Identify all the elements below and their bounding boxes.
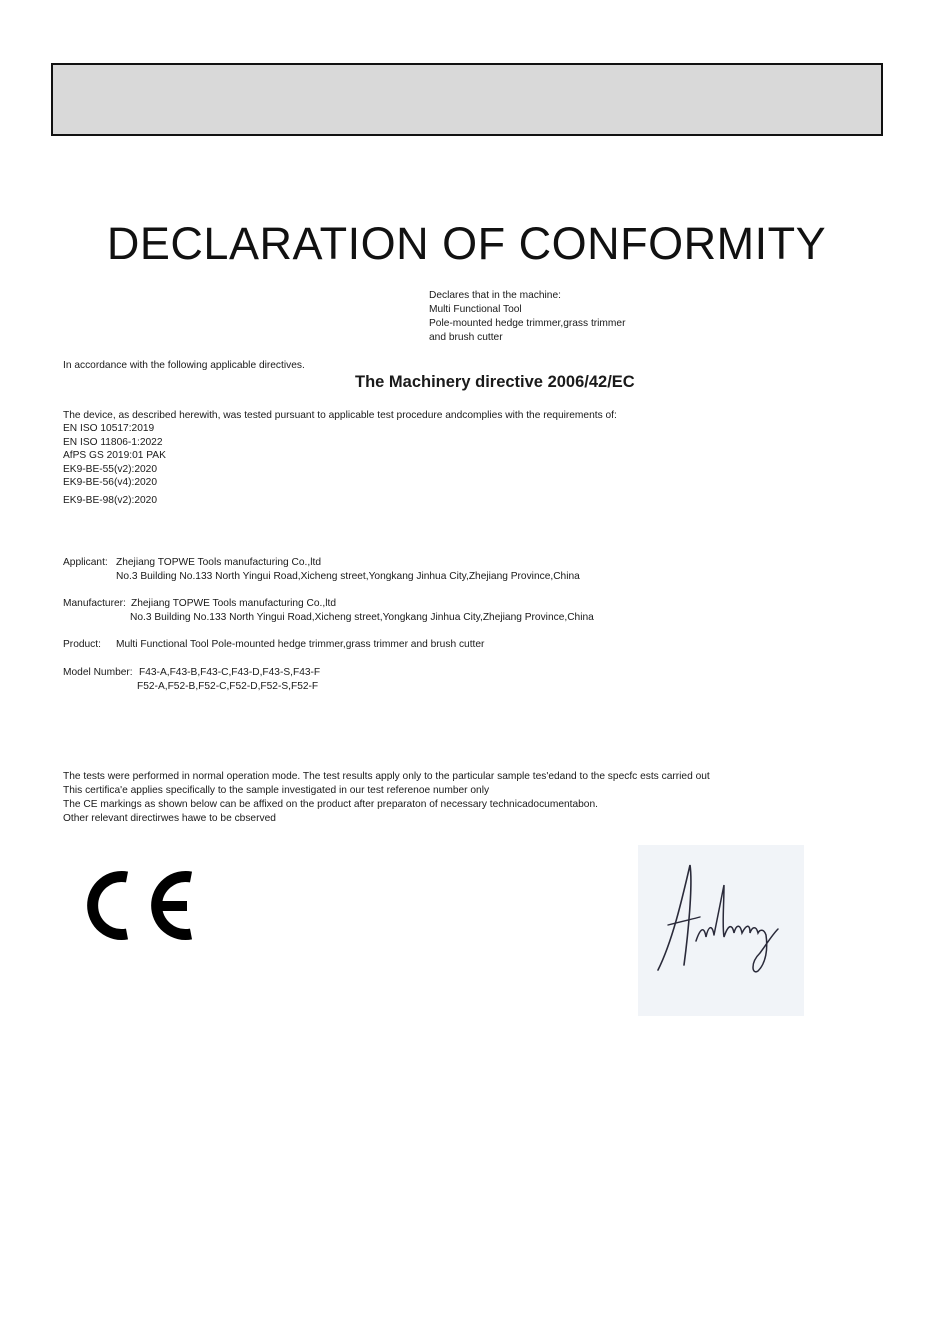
standard-item: EK9-BE-98(v2):2020 (63, 495, 158, 506)
note-line: This certifica'e applies specifically to the sample investigated in our test referenoe number only (63, 785, 490, 796)
model-number-line2: F52-A,F52-B,F52-C,F52-D,F52-S,F52-F (137, 681, 319, 692)
standard-item: EK9-BE-56(v4):2020 (63, 477, 158, 488)
product-value: Multi Functional Tool Pole-mounted hedge trimmer,grass trimmer and brush cutter (116, 639, 485, 650)
standards-list (63, 422, 166, 512)
standard-item: AfPS GS 2019:01 PAK (63, 450, 166, 461)
note-line: The tests were performed in normal operation mode. The test results apply only to the particular sample tes'edand to the specfc ests carried out (63, 771, 710, 782)
header-box (51, 63, 883, 136)
applicant-address: No.3 Building No.133 North Yingui Road,Xicheng street,Yongkang Jinhua City,Zhejiang Province,China (116, 571, 580, 582)
model-number-label: Model Number: (63, 667, 133, 678)
machine-line: and brush cutter (429, 332, 503, 343)
manufacturer-name: Zhejiang TOPWE Tools manufacturing Co.,ltd (131, 598, 336, 609)
standard-item: EN ISO 11806-1:2022 (63, 436, 163, 448)
note-line: Other relevant directirwes hawe to be cbserved (63, 813, 276, 824)
machine-declaration (429, 289, 625, 345)
directives-intro: In accordance with the following applicable directives. (63, 360, 305, 371)
model-number-line1: F43-A,F43-B,F43-C,F43-D,F43-S,F43-F (139, 667, 321, 678)
directive-name: The Machinery directive 2006/42/EC (355, 373, 635, 391)
standard-item: EK9-BE-55(v2):2020 (63, 463, 158, 475)
product-label: Product: (63, 639, 101, 650)
machine-line: Pole-mounted hedge trimmer,grass trimmer (429, 318, 626, 329)
device-statement: The device, as described herewith, was tested pursuant to applicable test procedure andcomplies with the requirements of: (63, 410, 617, 421)
note-line: The CE markings as shown below can be affixed on the product after preparaton of necessary technicadocumentabon. (63, 799, 598, 810)
signature-area (638, 845, 804, 1016)
applicant-name: Zhejiang TOPWE Tools manufacturing Co.,ltd (116, 557, 321, 568)
page-title: DECLARATION OF CONFORMITY (106, 218, 827, 269)
notes-block (63, 770, 710, 826)
standard-item: EN ISO 10517:2019 (63, 423, 155, 434)
manufacturer-label: Manufacturer: (63, 598, 126, 609)
applicant-label: Applicant: (63, 557, 108, 568)
manufacturer-address: No.3 Building No.133 North Yingui Road,Xicheng street,Yongkang Jinhua City,Zhejiang Province,China (130, 612, 594, 623)
ce-mark-icon (70, 868, 198, 943)
machine-line: Multi Functional Tool (429, 304, 522, 315)
signature-image (638, 845, 804, 1016)
machine-line: Declares that in the machine: (429, 290, 561, 301)
